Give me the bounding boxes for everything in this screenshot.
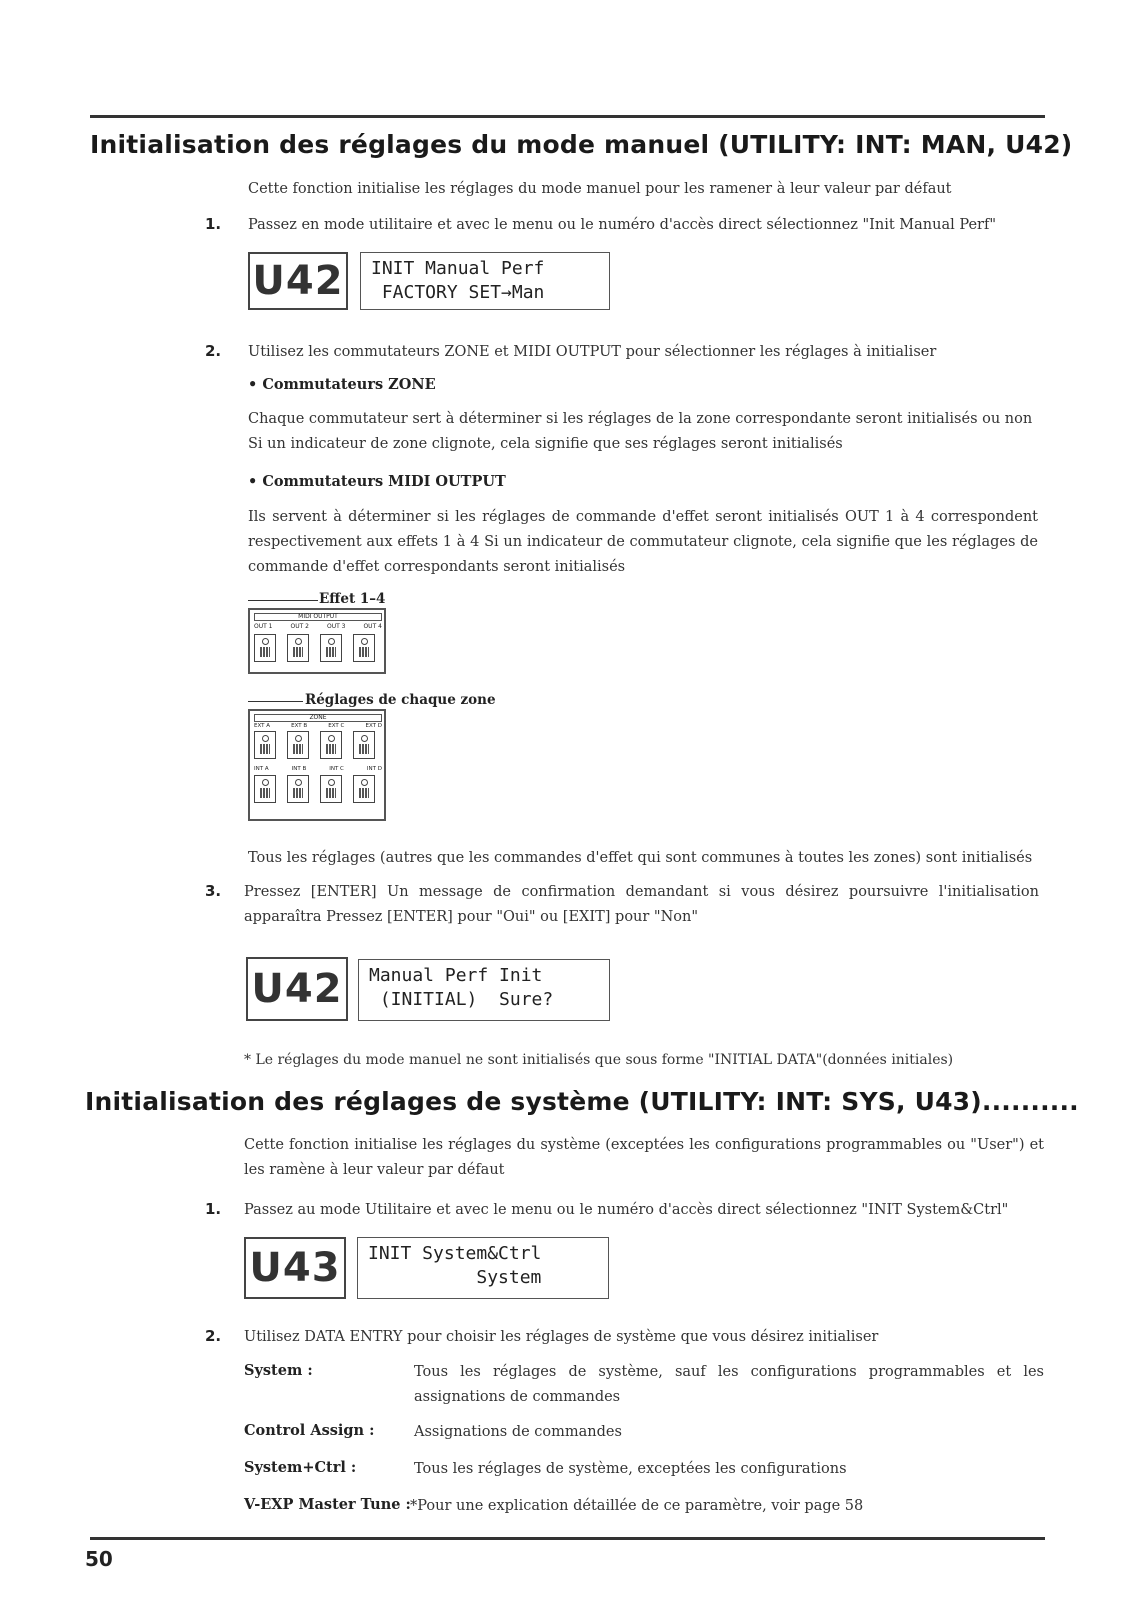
option-term: V-EXP Master Tune : (244, 1496, 411, 1513)
midi-output-panel (248, 608, 386, 674)
s2-step2-num: 2. (205, 1327, 222, 1345)
zone-int-switch-c[interactable] (320, 775, 342, 803)
midi-text: Ils servent à déterminer si les réglages de commande d'effet seront initialisés OUT 1 à 4 correspondent respectivement aux effets 1 à 4 Si un indicateur de commutateur clignote, cela signifie que les réglages de commande d'effet correspondants seront initialisés (248, 509, 1038, 575)
int-label: INT D (366, 766, 382, 772)
lcd2-code: U42 (246, 957, 348, 1021)
effect-leader-line (248, 600, 318, 601)
ext-label: EXT A (254, 723, 271, 729)
lcd2-line2: (INITIAL) Sure? (369, 989, 554, 1010)
s1-step1-num: 1. (205, 215, 222, 233)
lcd3-line1: INIT System&Ctrl (368, 1243, 542, 1264)
int-labels (254, 766, 382, 772)
midi-out-switch-2[interactable] (287, 634, 309, 662)
out-labels (254, 623, 382, 630)
section2-intro: Cette fonction initialise les réglages du système (exceptées les configurations programmables ou "User") et les ramène à leur valeur par défaut (244, 1137, 1044, 1178)
midi-out-switch-1[interactable] (254, 634, 276, 662)
out-label: OUT 2 (290, 623, 309, 630)
lcd1-line2: FACTORY SET→Man (371, 282, 545, 303)
s1-step3-text: Pressez [ENTER] Un message de confirmation demandant si vous désirez poursuivre l'initialisation apparaîtra Pressez [ENTER] pour "Oui" ou [EXIT] pour "Non" (244, 884, 1039, 925)
zone-ext-switch-b[interactable] (287, 731, 309, 759)
zone-int-switch-d[interactable] (353, 775, 375, 803)
zone-ext-switch-d[interactable] (353, 731, 375, 759)
zone-int-switch-b[interactable] (287, 775, 309, 803)
lcd2-line1: Manual Perf Init (369, 965, 543, 986)
page-number: 50 (85, 1547, 113, 1571)
lcd3-display (357, 1237, 609, 1299)
midi-header: MIDI OUTPUT (254, 613, 382, 621)
s2-step1-text: Passez au mode Utilitaire et avec le menu ou le numéro d'accès direct sélectionnez "INIT System&Ctrl" (244, 1202, 1009, 1218)
effect-label: Effet 1–4 (319, 591, 386, 607)
bottom-rule (90, 1537, 1045, 1540)
option-desc: *Pour une explication détaillée de ce paramètre, voir page 58 (410, 1498, 864, 1514)
zone-int-switch-a[interactable] (254, 775, 276, 803)
midi-out-switch-3[interactable] (320, 634, 342, 662)
section1-intro: Cette fonction initialise les réglages du mode manuel pour les ramener à leur valeur par défaut (248, 181, 952, 197)
int-label: INT B (291, 766, 307, 772)
option-term: System : (244, 1362, 313, 1379)
s1-step3-num: 3. (205, 882, 222, 900)
zone-label: Réglages de chaque zone (305, 692, 496, 708)
zone-ext-switch-c[interactable] (320, 731, 342, 759)
option-desc: Tous les réglages de système, sauf les configurations programmables et les assignations de commandes (414, 1364, 1044, 1405)
section1-title: Initialisation des réglages du mode manuel (UTILITY: INT: MAN, U42) (90, 130, 1073, 159)
option-term: System+Ctrl : (244, 1459, 357, 1476)
lcd3-code: U43 (244, 1237, 346, 1299)
out-label: OUT 1 (254, 623, 273, 630)
zone-header: ZONE (254, 714, 382, 722)
lcd3-line2: System (368, 1267, 542, 1288)
bullet-midi: • Commutateurs MIDI OUTPUT (248, 473, 506, 490)
out-label: OUT 4 (363, 623, 382, 630)
ext-labels (254, 723, 382, 729)
bullet-zone: • Commutateurs ZONE (248, 376, 436, 393)
section2-title: Initialisation des réglages de système (UTILITY: INT: SYS, U43).......... (85, 1087, 1079, 1116)
lcd1-code: U42 (248, 252, 348, 310)
int-label: INT A (254, 766, 269, 772)
s1-step2-num: 2. (205, 342, 222, 360)
ext-label: EXT C (328, 723, 345, 729)
zone-panel (248, 709, 386, 821)
top-rule (90, 115, 1045, 118)
lcd1-display (360, 252, 610, 310)
int-label: INT C (329, 766, 344, 772)
ext-label: EXT B (291, 723, 308, 729)
all-text: Tous les réglages (autres que les commandes d'effet qui sont communes à toutes les zones) sont initialisés (248, 850, 1033, 866)
option-term: Control Assign : (244, 1422, 375, 1439)
zone-leader-line (248, 701, 303, 702)
option-desc: Tous les réglages de système, exceptées les configurations (414, 1461, 847, 1477)
lcd1-line1: INIT Manual Perf (371, 258, 545, 279)
option-desc: Assignations de commandes (414, 1424, 622, 1440)
s1-step2-text: Utilisez les commutateurs ZONE et MIDI OUTPUT pour sélectionner les réglages à initialiser (248, 344, 937, 360)
ext-label: EXT D (365, 723, 382, 729)
zone-text: Chaque commutateur sert à déterminer si les réglages de la zone correspondante seront initialisés ou non Si un indicateur de zone clignote, cela signifie que ses réglages seront initialisés (248, 411, 1033, 452)
s1-note: * Le réglages du mode manuel ne sont initialisés que sous forme "INITIAL DATA"(données initiales) (244, 1052, 954, 1068)
s2-step2-text: Utilisez DATA ENTRY pour choisir les réglages de système que vous désirez initialiser (244, 1329, 879, 1345)
midi-out-switch-4[interactable] (353, 634, 375, 662)
s1-step1-text: Passez en mode utilitaire et avec le menu ou le numéro d'accès direct sélectionnez "Init Manual Perf" (248, 217, 997, 233)
lcd2-display (358, 959, 610, 1021)
zone-ext-switch-a[interactable] (254, 731, 276, 759)
s2-step1-num: 1. (205, 1200, 222, 1218)
out-label: OUT 3 (326, 623, 346, 630)
